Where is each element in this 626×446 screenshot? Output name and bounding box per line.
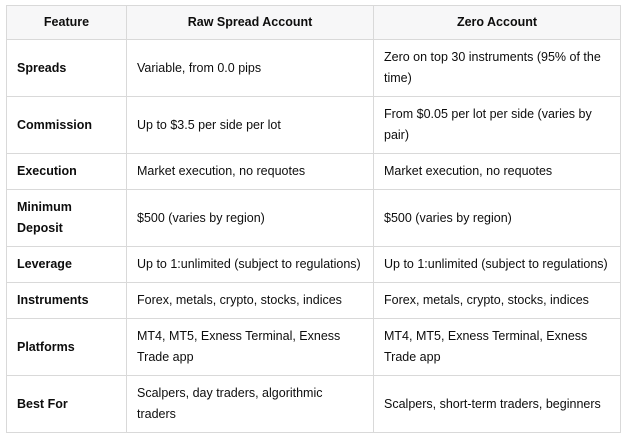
table-row [7,97,621,154]
raw-spread-cell: Up to $3.5 per side per lot [127,97,374,154]
zero-account-cell: Forex, metals, crypto, stocks, indices [374,283,621,319]
raw-spread-cell: Up to 1:unlimited (subject to regulations) [127,247,374,283]
comparison-table-container [6,5,620,433]
table-row [7,283,621,319]
zero-account-cell: Market execution, no requotes [374,154,621,190]
table-row [7,376,621,433]
table-row [7,40,621,97]
feature-cell: Platforms [7,319,127,376]
header-feature: Feature [7,6,127,40]
feature-cell: Leverage [7,247,127,283]
table-row [7,190,621,247]
raw-spread-cell: MT4, MT5, Exness Terminal, Exness Trade app [127,319,374,376]
feature-cell: Commission [7,97,127,154]
feature-cell: Spreads [7,40,127,97]
zero-account-cell: Scalpers, short-term traders, beginners [374,376,621,433]
feature-cell: Minimum Deposit [7,190,127,247]
raw-spread-cell: Variable, from 0.0 pips [127,40,374,97]
feature-cell: Instruments [7,283,127,319]
table-row [7,154,621,190]
table-row [7,319,621,376]
raw-spread-cell: Market execution, no requotes [127,154,374,190]
zero-account-cell: Zero on top 30 instruments (95% of the time) [374,40,621,97]
table-header-row [7,6,621,40]
zero-account-cell: From $0.05 per lot per side (varies by pair) [374,97,621,154]
account-comparison-table [6,5,621,433]
feature-cell: Execution [7,154,127,190]
raw-spread-cell: Scalpers, day traders, algorithmic traders [127,376,374,433]
zero-account-cell: MT4, MT5, Exness Terminal, Exness Trade app [374,319,621,376]
zero-account-cell: Up to 1:unlimited (subject to regulations) [374,247,621,283]
table-row [7,247,621,283]
header-raw-spread-account: Raw Spread Account [127,6,374,40]
zero-account-cell: $500 (varies by region) [374,190,621,247]
feature-cell: Best For [7,376,127,433]
header-zero-account: Zero Account [374,6,621,40]
raw-spread-cell: $500 (varies by region) [127,190,374,247]
raw-spread-cell: Forex, metals, crypto, stocks, indices [127,283,374,319]
